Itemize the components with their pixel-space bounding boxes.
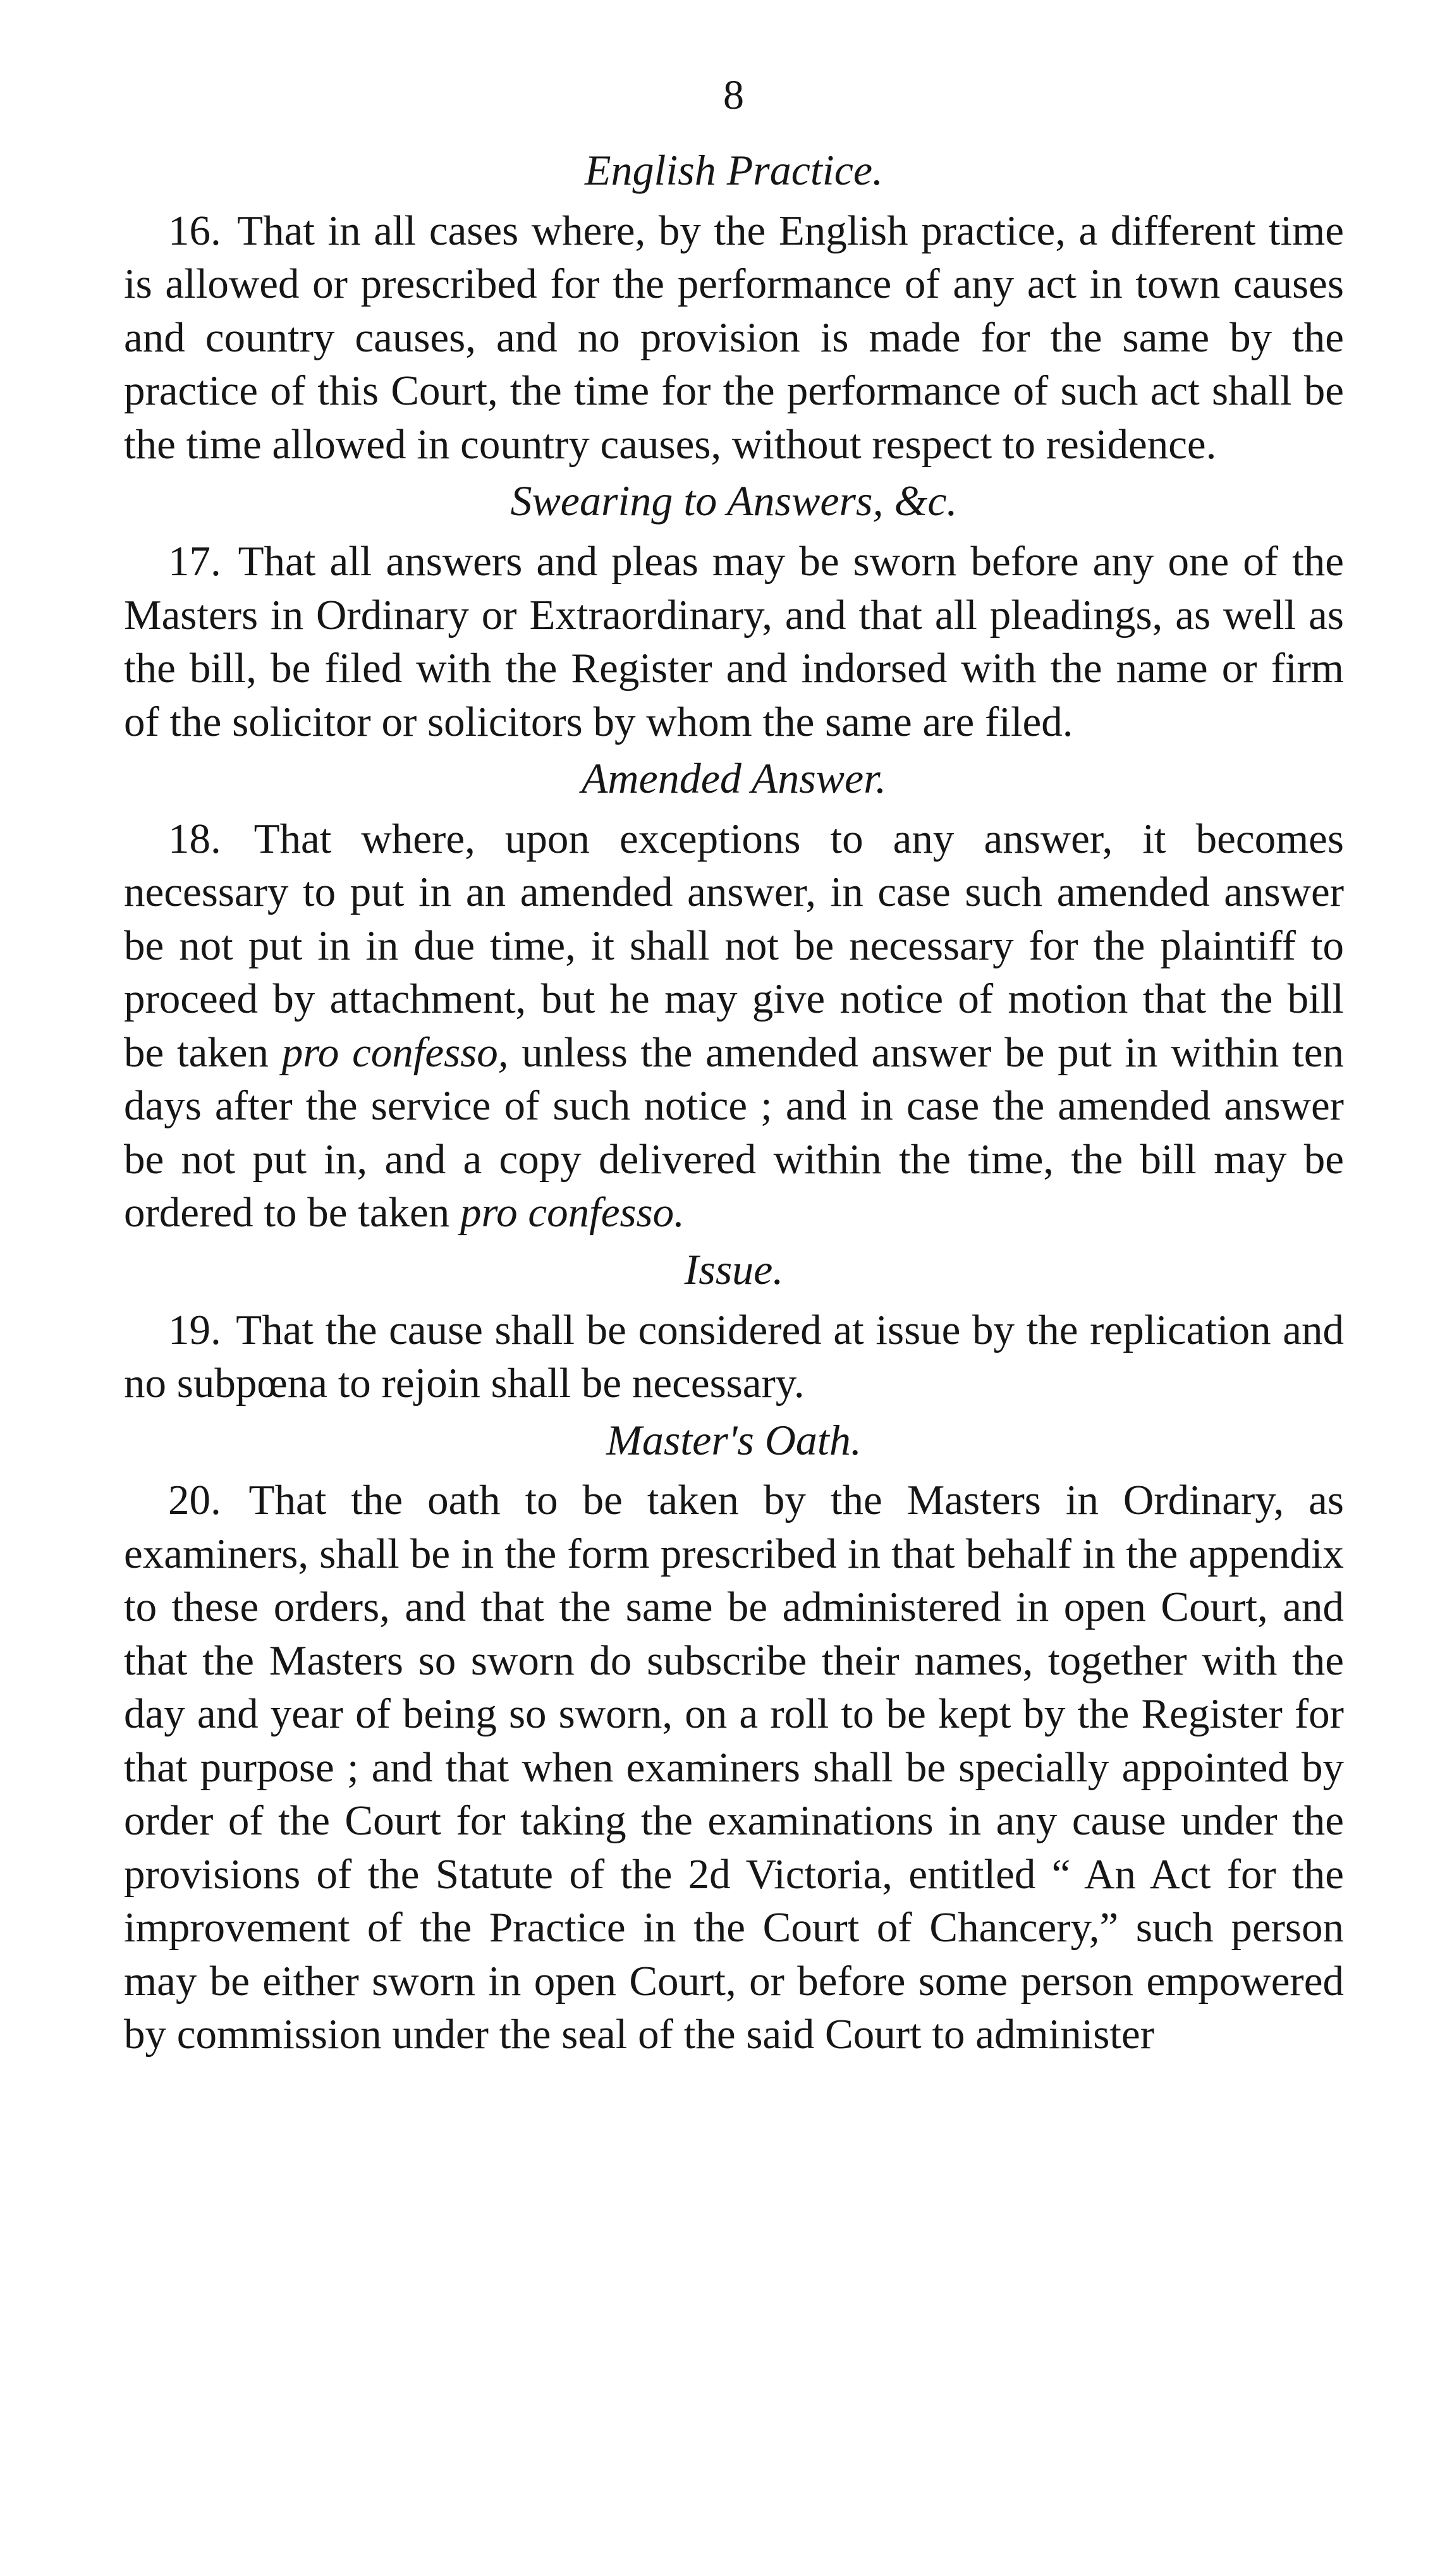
paragraph-number: 17. — [168, 538, 221, 585]
page-number: 8 — [723, 72, 745, 118]
section-heading-amended-answer: Amended Answer. — [581, 754, 887, 803]
latin-phrase: pro confesso, — [281, 1029, 509, 1076]
section-heading-issue: Issue. — [684, 1245, 784, 1293]
paragraph-number: 16. — [168, 207, 221, 254]
paragraph-number: 20. — [168, 1477, 221, 1524]
paragraph-20 — [124, 1474, 1344, 2061]
paragraph-19 — [124, 1303, 1344, 1410]
paragraph-16 — [124, 204, 1344, 472]
paragraph-text: That the oath to be taken by the Masters in Ordinary, as examiners, shall be in the form prescribed in that behalf in the appendix to these orders, and that the same be administered in open Court, and that the Masters so sworn do subscribe their names, together with the day and year of being so sworn, on a roll to be kept by the Register for that purpose ; and that when examiners shall be specially appointed by order of the Court for taking the examinations in any cause under the provisions of the Statute of the 2d Victoria, entitled “ An Act for the improvement of the Practice in the Court of Chancery,” such person may be either sworn in open Court, or before some person empowered by commission under the seal of the said Court to administer — [124, 1477, 1344, 2058]
section-heading-masters-oath: Master's Oath. — [606, 1415, 862, 1464]
paragraph-text-part: That where, upon exceptions to any answer, it becomes necessary to put in an amended answer, in case such amended answer be not put in in due time, it shall not be necessary for the plaintiff to proceed by attachment, but he may give notice of motion that the bill be taken — [124, 815, 1344, 1076]
paragraph-text: That in all cases where, by the English practice, a different time is allowed or prescribed for the performance of any act in town causes and country causes, and no provision is made for the same by the practice of this Court, the time for the performance of such act shall be the time allowed in country causes, without respect to residence. — [124, 207, 1345, 468]
latin-phrase: pro confesso. — [460, 1189, 685, 1236]
paragraph-18 — [124, 812, 1344, 1240]
paragraph-text: That all answers and pleas may be sworn before any one of the Masters in Ordinary or Extraordinary, and that all pleadings, as well as the bill, be filed with the Register and indorsed with the name or firm of the solicitor or solicitors by whom the same are filed. — [124, 538, 1344, 745]
paragraph-text: That the cause shall be considered at issue by the replication and no subpœna to rejoin shall be necessary. — [124, 1306, 1345, 1407]
paragraph-number: 19. — [168, 1306, 221, 1353]
paragraph-text-part: unless the amended answer be put in within ten days after the service of such notice ; and in case the amended answer be not put in, and a copy delivered within the time, the bill may be ordered to be taken — [124, 1029, 1344, 1236]
section-heading-swearing-to-answers: Swearing to Answers, &c. — [510, 477, 958, 525]
paragraph-17 — [124, 535, 1344, 748]
document-page — [124, 72, 1345, 2068]
section-heading-english-practice: English Practice. — [584, 146, 884, 194]
paragraph-number: 18. — [168, 815, 221, 862]
